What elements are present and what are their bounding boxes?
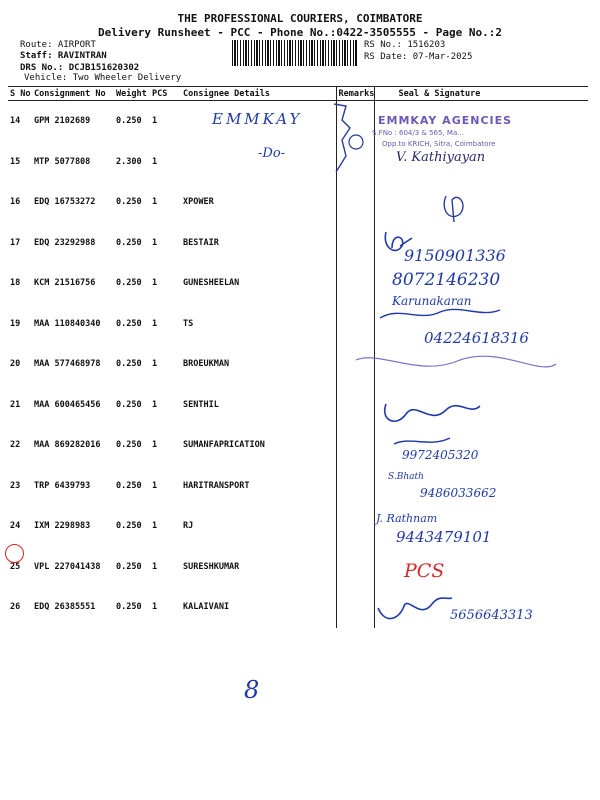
signature-row17-scribble [385,232,412,250]
pcs-cell: 1 [152,521,158,532]
consignment-cell: EDQ 16753272 [34,197,96,208]
stamp-company: EMMKAY AGENCIES [378,114,513,127]
drs-number: DRS No.: DCJB151620302 [20,63,140,73]
consignment-cell: EDQ 23292988 [34,237,96,248]
weight-cell: 0.250 [116,602,142,613]
consignment-cell: TRP 6439793 [34,480,91,491]
pcs-cell: 1 [152,561,158,572]
weight-cell: 0.250 [116,318,142,329]
sno-cell: 18 [10,278,21,289]
signature-row24: J. Rathnam [376,512,438,525]
signature-row16-scribble [444,196,463,222]
stamp-address-2: Opp.to KRICH, Sitra, Coimbatore [382,140,496,148]
handwritten-emmkay: EMMKAY [212,110,303,128]
weight-cell: 0.250 [116,359,142,370]
runsheet-subtitle: Delivery Runsheet - PCC - Phone No.:0422-3505555 - Page No.:2 [98,26,502,39]
rs-date: RS Date: 07-Mar-2025 [364,52,473,62]
pcs-cell: 1 [152,399,158,410]
consignee-cell: HARITRANSPORT [183,480,250,491]
rs-number: RS No.: 1516203 [364,40,446,50]
consignee-cell: KALAIVANI [183,602,230,613]
phone-row19: 04224618316 [424,329,529,347]
consignee-cell: SUMANFAPRICATION [183,440,265,451]
col-signature: Seal & Signature [374,87,588,101]
consignment-cell: VPL 227041438 [34,561,101,572]
consignment-cell: MAA 600465456 [34,399,101,410]
phone-row23: 9486033662 [420,486,497,500]
weight-cell: 0.250 [116,480,142,491]
sno-cell: 19 [10,318,21,329]
sno-cell: 23 [10,480,21,491]
bracket-mark [334,104,350,172]
sno-cell: 16 [10,197,21,208]
sno-cell: 14 [10,116,21,127]
pcs-cell: 1 [152,197,158,208]
consignment-cell: MTP 5077808 [34,156,91,167]
weight-cell: 0.250 [116,440,142,451]
col-consignee: Consignee Details [181,87,336,101]
consignment-cell: MAA 110840340 [34,318,101,329]
remark-circle-mark [349,135,363,149]
sno-cell: 26 [10,602,21,613]
signature-row20-scribble [356,356,556,367]
weight-cell: 0.250 [116,561,142,572]
signature-row15: V. Kathiyayan [396,150,486,165]
signature-row25: PCS [404,560,445,582]
signature-row22-scribble [394,438,450,444]
staff-label: Staff: RAVINTRAN [20,51,107,61]
pcs-cell: 1 [152,440,158,451]
phone-row26: 5656643313 [450,608,533,623]
consignment-cell: IXM 2298983 [34,521,91,532]
consignment-cell: KCM 21516756 [34,278,96,289]
vehicle-label: Vehicle: Two Wheeler Delivery [24,73,182,83]
company-title: THE PROFESSIONAL COURIERS, COIMBATORE [177,12,423,25]
col-pcs: PCS [150,87,181,101]
pcs-cell: 1 [152,318,158,329]
col-remarks: Remarks [336,87,374,101]
consignment-cell: EDQ 26385551 [34,602,96,613]
weight-cell: 0.250 [116,521,142,532]
pcs-cell: 1 [152,116,158,127]
consignee-cell: SENTHIL [183,399,219,410]
signature-row21-scribble [385,404,480,421]
consignee-cell: BROEUKMAN [183,359,230,370]
sno-cell: 22 [10,440,21,451]
pcs-cell: 1 [152,237,158,248]
sno-cell: 17 [10,237,21,248]
consignee-cell: TS [183,318,194,329]
phone-row17: 9150901336 [404,246,506,265]
consignee-cell: BESTAIR [183,237,219,248]
weight-cell: 2.300 [116,156,142,167]
phone-row22: 9972405320 [402,448,479,462]
signature-row23: S.Bhath [388,472,424,482]
col-sno: S No [10,88,31,99]
pcs-cell: 1 [152,480,158,491]
consignee-cell: RJ [183,521,194,532]
sno-cell: 24 [10,521,21,532]
col-weight: Weight [114,87,150,101]
phone-row18: 8072146230 [392,270,501,290]
signature-row26-scribble [378,598,452,619]
weight-cell: 0.250 [116,197,142,208]
phone-row24: 9443479101 [396,528,492,546]
pcs-cell: 1 [152,278,158,289]
consignment-cell: MAA 869282016 [34,440,101,451]
stamp-address-1: S.FNo : 604/3 & 565, Ma... [372,129,464,137]
route-label: Route: AIRPORT [20,40,96,50]
consignee-cell: GUNESHEELAN [183,278,240,289]
pcs-cell: 1 [152,359,158,370]
handwritten-mark: 8 [244,676,260,704]
weight-cell: 0.250 [116,116,142,127]
signature-row19: Karunakaran [392,294,472,308]
weight-cell: 0.250 [116,399,142,410]
consignment-cell: MAA 577468978 [34,359,101,370]
pcs-cell: 1 [152,156,158,167]
sno-cell: 15 [10,156,21,167]
weight-cell: 0.250 [116,237,142,248]
consignee-cell: SURESHKUMAR [183,561,240,572]
consignment-cell: GPM 2102689 [34,116,91,127]
sno-cell: 21 [10,399,21,410]
signature-row19-underline [380,309,500,318]
pcs-cell: 1 [152,602,158,613]
sno-cell: 25 [10,561,21,572]
weight-cell: 0.250 [116,278,142,289]
sno-cell: 20 [10,359,21,370]
col-consignment: Consignment No [32,87,114,101]
handwritten-ditto: -Do- [258,146,286,161]
consignee-cell: XPOWER [183,197,214,208]
